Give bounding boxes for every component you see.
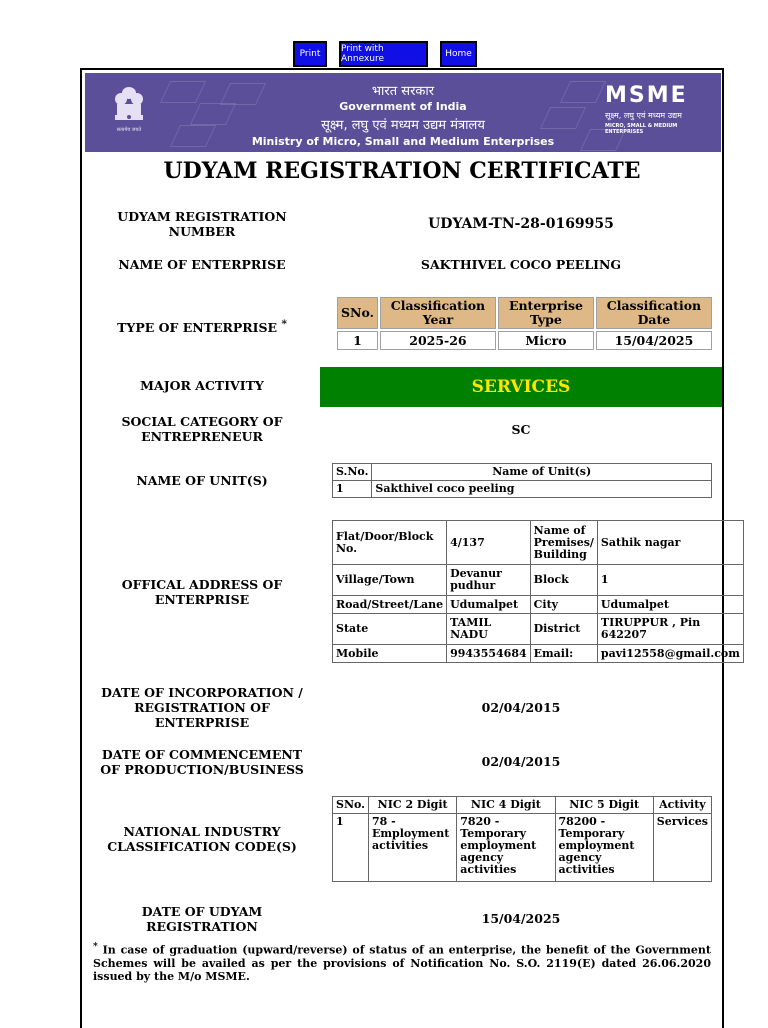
footnote-text: In case of graduation (upward/reverse) of status of an enterprise, the benefit of the Government Schemes will be availed as per the provisions of Notification No. S.O. 2119(E) dated 26.06.2020 issued by the M/o MSME. [93, 943, 711, 983]
nic-header: NIC 2 Digit [368, 797, 456, 814]
classification-table [335, 295, 714, 352]
address-field-label: State [333, 614, 447, 645]
print-with-annexure-button[interactable]: Print with Annexure [339, 41, 428, 67]
table-row [333, 521, 744, 565]
address-field-value: Udumalpet [597, 596, 743, 614]
table-row [333, 565, 744, 596]
incorporation-value: 02/04/2015 [481, 700, 561, 715]
classification-header: Classification Date [596, 297, 712, 329]
footnote [93, 940, 711, 983]
certificate-title: UDYAM REGISTRATION CERTIFICATE [163, 158, 641, 184]
units-header-row [333, 464, 712, 481]
classification-cell: Micro [498, 331, 594, 350]
address-field-label: Block [530, 565, 597, 596]
msme-logo-hindi: सूक्ष्म, लघु एवं मध्यम उद्यम [605, 111, 682, 120]
nic-cell: 1 [333, 814, 369, 882]
classification-header-row [337, 297, 712, 329]
nic-header-row [333, 797, 712, 814]
reg-number-label: UDYAM REGISTRATION NUMBER [117, 209, 287, 239]
classification-cell: 15/04/2025 [596, 331, 712, 350]
enterprise-name-value: SAKTHIVEL COCO PEELING [420, 257, 622, 272]
address-table [332, 520, 744, 663]
msme-logo [605, 83, 705, 135]
classification-cell: 1 [337, 331, 378, 350]
major-activity-label: MAJOR ACTIVITY [140, 378, 264, 393]
units-table [332, 463, 712, 498]
banner-government-of-india: Government of India [339, 100, 467, 113]
units-cell: Sakthivel coco peeling [372, 481, 712, 498]
address-field-label: Name of Premises/ Building [530, 521, 597, 565]
banner-ministry-english: Ministry of Micro, Small and Medium Enterprises [251, 135, 555, 148]
nic-cell: 7820 - Temporary employment agency activities [457, 814, 555, 882]
address-field-label: District [530, 614, 597, 645]
address-field-value: pavi12558@gmail.com [597, 645, 743, 663]
footnote-star: * [93, 941, 98, 952]
table-row [337, 331, 712, 350]
classification-cell: 2025-26 [380, 331, 496, 350]
incorporation-label: DATE OF INCORPORATION / REGISTRATION OF ENTERPRISE [101, 685, 303, 730]
classification-header: Classification Year [380, 297, 496, 329]
units-header: S.No. [333, 464, 372, 481]
classification-header: Enterprise Type [498, 297, 594, 329]
nic-cell: 78200 - Temporary employment agency activities [555, 814, 653, 882]
address-field-value: 9943554684 [447, 645, 531, 663]
nic-header: NIC 5 Digit [555, 797, 653, 814]
table-row [333, 614, 744, 645]
table-row [333, 814, 712, 882]
reg-number-value: UDYAM-TN-28-0169955 [428, 216, 614, 232]
address-field-label: Email: [530, 645, 597, 663]
commencement-label: DATE OF COMMENCEMENT OF PRODUCTION/BUSINESS [100, 747, 304, 777]
nic-header: Activity [653, 797, 711, 814]
address-field-label: Flat/Door/Block No. [333, 521, 447, 565]
address-field-value: Sathik nagar [597, 521, 743, 565]
banner-ministry-hindi: सूक्ष्म, लघु एवं मध्यम उद्यम मंत्रालय [321, 118, 485, 133]
top-button-bar [0, 41, 768, 68]
address-field-label: City [530, 596, 597, 614]
nic-label: NATIONAL INDUSTRY CLASSIFICATION CODE(S) [107, 824, 297, 854]
nic-cell: Services [653, 814, 711, 882]
address-field-value: 4/137 [447, 521, 531, 565]
address-field-label: Village/Town [333, 565, 447, 596]
major-activity-value: SERVICES [320, 367, 722, 407]
emblem-caption: सत्यमेव जयते [116, 127, 142, 133]
banner-hindi-government: भारत सरकार [371, 84, 435, 99]
address-field-value: Devanur pudhur [447, 565, 531, 596]
address-field-value: TAMIL NADU [447, 614, 531, 645]
classification-header: SNo. [337, 297, 378, 329]
table-row [333, 645, 744, 663]
social-category-label: SOCIAL CATEGORY OF ENTREPRENEUR [121, 414, 283, 444]
enterprise-type-label-text: TYPE OF ENTERPRISE [117, 320, 278, 336]
enterprise-type-label [102, 317, 302, 335]
enterprise-type-star: * [281, 318, 287, 330]
address-field-label: Mobile [333, 645, 447, 663]
udyam-date-label: DATE OF UDYAM REGISTRATION [141, 904, 263, 934]
nic-cell: 78 - Employment activities [368, 814, 456, 882]
enterprise-name-label: NAME OF ENTERPRISE [118, 257, 286, 272]
table-row [333, 596, 744, 614]
government-banner [85, 73, 721, 152]
msme-logo-letters: MSME [605, 83, 688, 108]
address-field-value: Udumalpet [447, 596, 531, 614]
commencement-value: 02/04/2015 [481, 754, 561, 769]
certificate [80, 68, 740, 1028]
address-field-value: 1 [597, 565, 743, 596]
address-field-label: Road/Street/Lane [333, 596, 447, 614]
units-label: NAME OF UNIT(S) [136, 473, 268, 488]
units-header: Name of Unit(s) [372, 464, 712, 481]
home-button[interactable]: Home [440, 41, 477, 67]
address-field-value: TIRUPPUR , Pin 642207 [597, 614, 743, 645]
udyam-date-value: 15/04/2025 [481, 911, 561, 926]
nic-table [332, 796, 712, 882]
nic-header: NIC 4 Digit [457, 797, 555, 814]
table-row [333, 481, 712, 498]
address-label: OFFICAL ADDRESS OF ENTERPRISE [121, 577, 283, 607]
print-button[interactable]: Print [293, 41, 327, 67]
social-category-value: SC [511, 422, 531, 437]
units-cell: 1 [333, 481, 372, 498]
nic-header: SNo. [333, 797, 369, 814]
msme-logo-english: MICRO, SMALL & MEDIUM ENTERPRISES [605, 123, 678, 135]
